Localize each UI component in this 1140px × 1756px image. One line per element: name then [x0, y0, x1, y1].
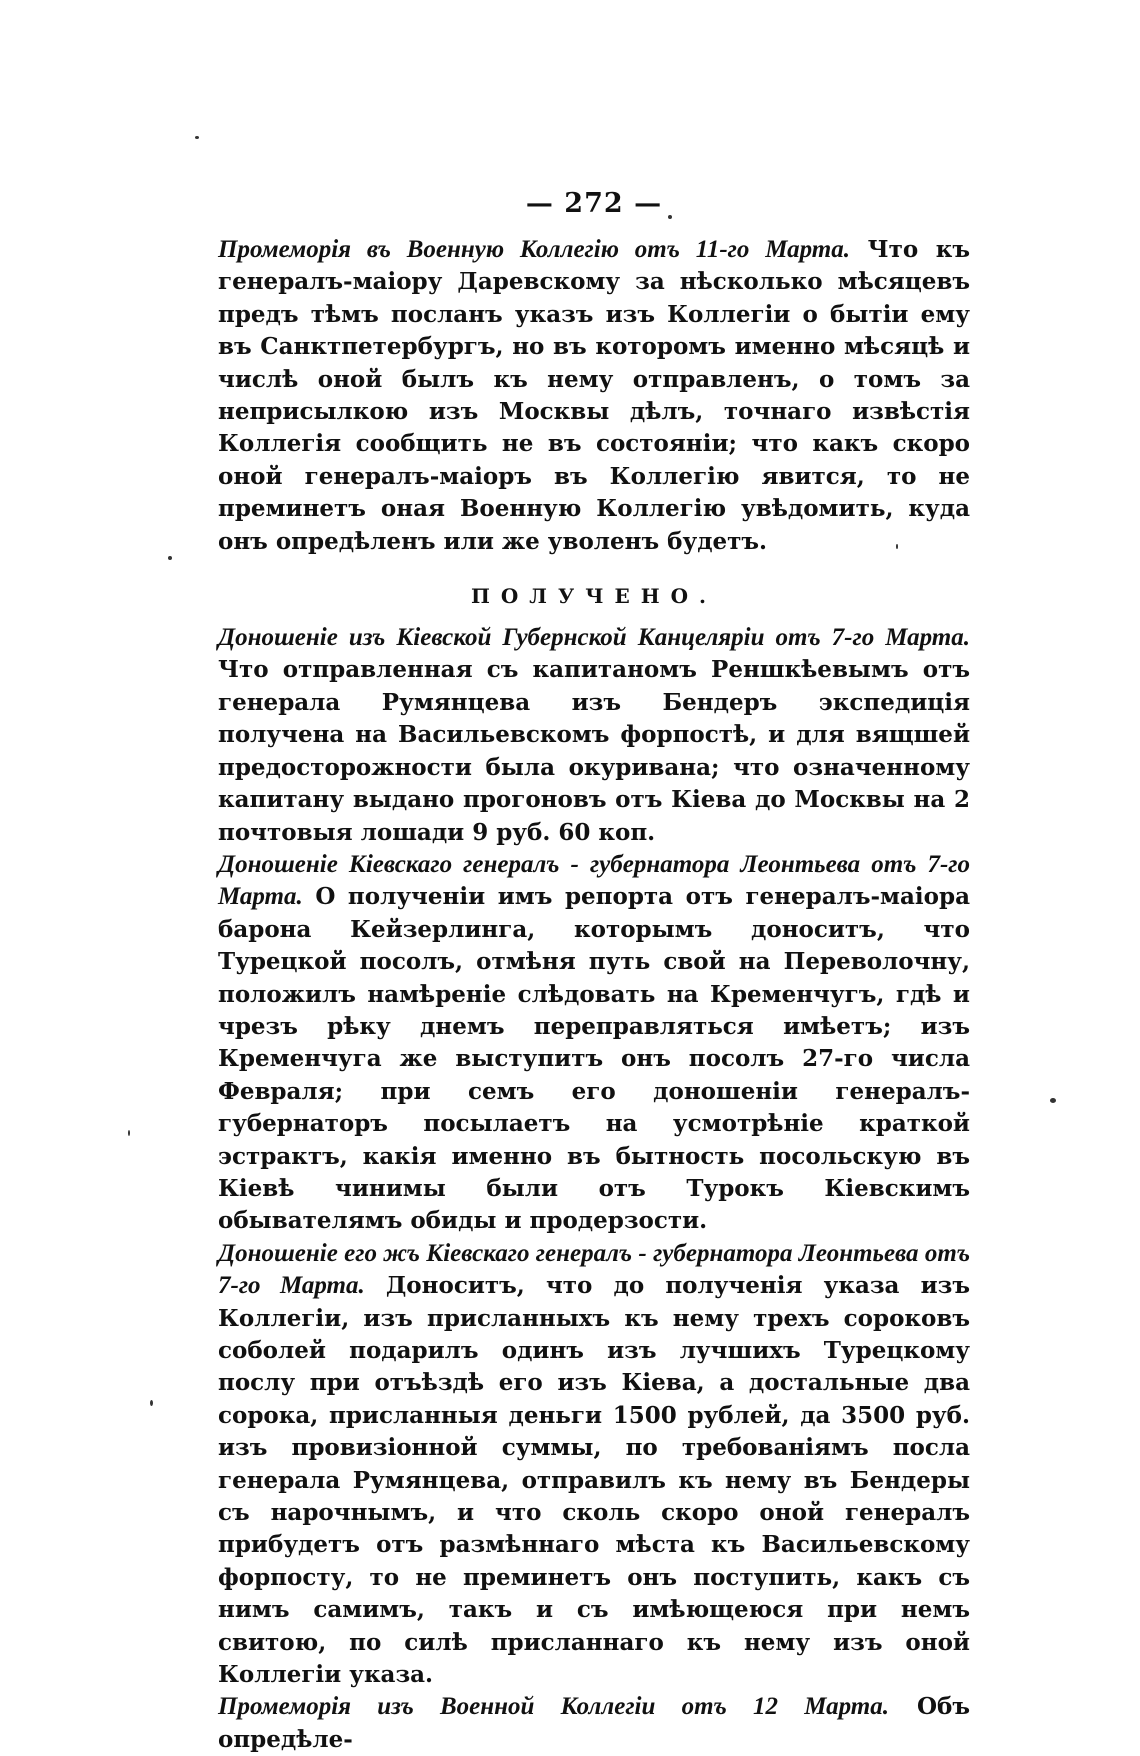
section-heading-received: ПОЛУЧЕНО. — [470, 584, 717, 609]
paragraph-promemoria-11-march — [218, 234, 970, 558]
paragraph-text: Объ опредѣле- — [218, 1693, 970, 1753]
scan-speck — [150, 1400, 153, 1406]
paragraph-text: Что отправленная съ капитаномъ Реншкѣевымъ отъ генерала Румянцева изъ Бендеръ экспедиція получена на Васильевскомъ форпостѣ, и для вящшей предосторожности была окуривана; что означенному капитану выдано прогоновъ отъ Кіева до Москвы на 2 почтовыя лошади 9 руб. 60 коп. — [218, 656, 970, 846]
paragraph-text: Доноситъ, что до полученія указа изъ Коллегіи, изъ присланныхъ къ нему трехъ сороковъ соболей подарилъ одинъ изъ лучшихъ Турецкому послу при отъѣздѣ его изъ Кіева, а достальные два сорока, присланныя деньги 1500 рублей, да 3500 руб. изъ провизіонной суммы, по требованіямъ посла генерала Румянцева, отправилъ къ нему въ Бендеры съ нарочнымъ, и что сколь скоро оной генералъ прибудетъ отъ размѣннаго мѣста къ Васильевскому форпосту, то не преминетъ онъ поступить, какъ съ нимъ самимъ, такъ и съ имѣющеюся при немъ свитою, по силѣ присланнаго къ нему изъ оной Коллегіи указа. — [218, 1272, 970, 1689]
paragraph-text: Что къ генералъ-маіору Даревскому за нѣсколько мѣсяцевъ предъ тѣмъ посланъ указъ изъ Коллегіи о бытіи ему въ Санктпетербургъ, но въ которомъ именно мѣсяцѣ и числѣ оной былъ къ нему отправленъ, о томъ за неприсылкою изъ Москвы дѣлъ, точнаго извѣстія Коллегія сообщить не въ состояніи; что какъ скоро оной генералъ-маіоръ въ Коллегію явится, то не преминетъ оная Военную Коллегію увѣдомить, куда онъ опредѣленъ или же уволенъ будетъ. — [218, 236, 971, 555]
paragraph-text: О полученіи имъ репорта отъ генералъ-маіора барона Кейзерлинга, которымъ доноситъ, что Турецкой посолъ, отмѣня путь свой на Переволочну, положилъ намѣреніе слѣдовать на Кременчугъ, гдѣ и чрезъ рѣку днемъ переправляться имѣетъ; изъ Кременчуга же выступитъ онъ посолъ 27-го числа Февраля; при семъ его доношеніи генералъ-губернаторъ посылаетъ на усмотрѣніе краткой эстрактъ, какія именно въ бытность посольскую въ Кіевѣ чинимы были отъ Турокъ Кіевскимъ обывателямъ обиды и продерзости. — [218, 883, 970, 1235]
paragraph-promemoria-12-march — [218, 1691, 970, 1756]
paragraph-title: Доношеніе Кіевскаго генералъ - губернатора Леонтьева отъ 7-го Марта. — [218, 850, 970, 911]
paragraph-leontiev-report-1 — [218, 849, 970, 1238]
paragraph-title: Доношеніе изъ Кіевской Губернской Канцеляріи отъ 7-го Марта. — [218, 624, 970, 652]
paragraph-title: Промеморія въ Военную Коллегію отъ 11-го Марта. — [218, 236, 850, 263]
scan-speck — [1050, 1098, 1056, 1103]
scan-speck — [195, 136, 199, 139]
paragraph-leontiev-report-2 — [218, 1238, 970, 1692]
scan-speck — [128, 1130, 130, 1136]
paragraph-kiev-chancellery-report — [218, 622, 970, 849]
paragraph-title: Доношеніе его жъ Кіевскаго генералъ - губернатора Леонтьева отъ 7-го Марта. — [218, 1239, 970, 1300]
page-number: — 272 — — [525, 188, 663, 219]
scan-speck — [168, 556, 172, 560]
page-body — [218, 188, 970, 1756]
paragraph-title: Промеморія изъ Военной Коллегіи отъ 12 Марта. — [218, 1693, 889, 1721]
